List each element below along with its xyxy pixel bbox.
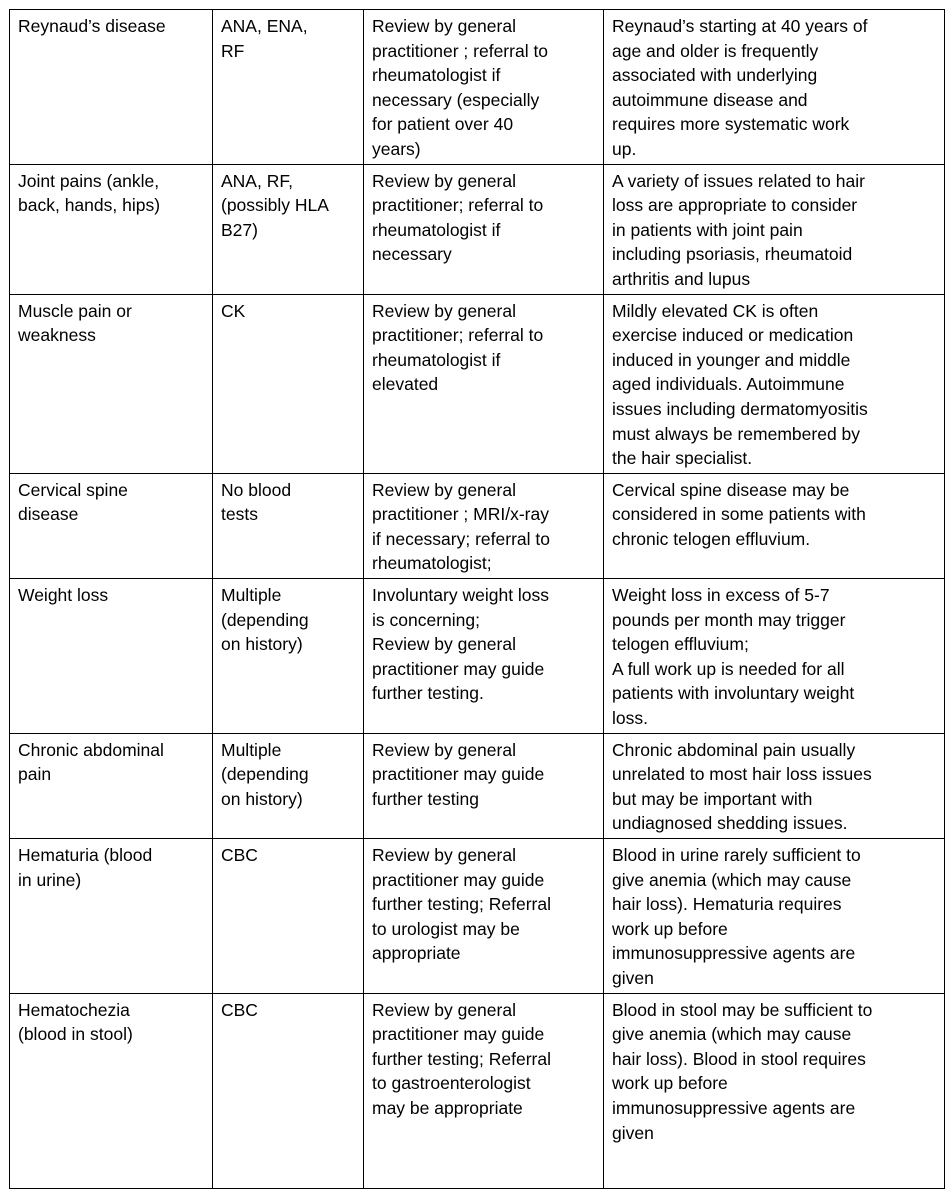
cell-text-line: immunosuppressive agents are	[612, 1097, 856, 1118]
cell-text-line: practitioner ; referral to	[372, 40, 549, 61]
cell-text-line: disease	[18, 504, 79, 525]
table-row	[10, 993, 945, 1188]
cell-text-line: must always be remembered by	[612, 423, 861, 444]
cell-text-line: B27)	[221, 219, 258, 240]
blood-tests-cell	[213, 993, 364, 1188]
cell-text-line: No blood	[221, 479, 292, 500]
cell-text-line: Reynaud’s disease	[18, 16, 166, 36]
comment-cell	[604, 164, 945, 294]
recommendation-cell	[364, 579, 604, 734]
table-row	[10, 473, 945, 578]
cell-text-line: rheumatologist;	[372, 553, 492, 574]
blood-tests-cell	[213, 294, 364, 473]
cell-text-line: practitioner may guide	[372, 1024, 545, 1045]
cell-text-line: considered in some patients with	[612, 504, 866, 525]
table-row	[10, 164, 945, 294]
cell-text-line: aged individuals. Autoimmune	[612, 374, 845, 395]
blood-tests-cell	[213, 579, 364, 734]
cell-text-line: chronic telogen effluvium.	[612, 528, 811, 549]
cell-text-line: Review by general	[372, 739, 516, 760]
cell-text-line: give anemia (which may cause	[612, 869, 852, 890]
cell-text-line: Multiple	[221, 585, 282, 606]
cell-text-line: Review by general	[372, 300, 516, 321]
cell-text-line: autoimmune disease and	[612, 89, 808, 110]
cell-text-line: in urine)	[18, 869, 82, 890]
cell-text-line: unrelated to most hair loss issues	[612, 764, 872, 785]
cell-text-line: is concerning;	[372, 609, 480, 630]
document-table	[9, 9, 945, 1189]
cell-text-line: on history)	[221, 634, 303, 655]
table-row	[10, 579, 945, 734]
cell-text-line: work up before	[612, 1073, 728, 1094]
cell-text-line: Joint pains (ankle,	[18, 170, 160, 191]
condition-cell	[10, 10, 213, 165]
blood-tests-cell	[213, 839, 364, 994]
table-row	[10, 294, 945, 473]
cell-text-line: CBC	[221, 999, 258, 1020]
cell-text-line: weakness	[18, 325, 96, 346]
cell-text-line: immunosuppressive agents are	[612, 943, 856, 964]
cell-text-line: back, hands, hips)	[18, 195, 161, 216]
cell-text-line: the hair specialist.	[612, 448, 753, 469]
recommendation-cell	[364, 839, 604, 994]
cell-text-line: (blood in stool)	[18, 1024, 133, 1045]
cell-text-line: Weight loss in excess of 5-7	[612, 585, 830, 606]
cell-text-line: given	[612, 1122, 654, 1143]
cell-text-line: (depending	[221, 764, 309, 785]
recommendation-cell	[364, 10, 604, 165]
cell-text-line: practitioner may guide	[372, 869, 545, 890]
cell-text-line: Blood in urine rarely sufficient to	[612, 845, 861, 865]
blood-tests-cell	[213, 473, 364, 578]
cell-text-line: Involuntary weight loss	[372, 585, 550, 606]
cell-text-line: patients with involuntary weight	[612, 683, 855, 704]
recommendation-cell	[364, 294, 604, 473]
cell-text-line: Mildly elevated CK is often	[612, 300, 819, 321]
cell-text-line: Chronic abdominal pain usually	[612, 739, 856, 760]
cell-text-line: rheumatologist if	[372, 65, 501, 86]
cell-text-line: arthritis and lupus	[612, 268, 751, 289]
condition-cell	[10, 164, 213, 294]
cell-text-line: issues including dermatomyositis	[612, 398, 868, 419]
cell-text-line: practitioner may guide	[372, 658, 545, 679]
recommendation-cell	[364, 733, 604, 838]
condition-cell	[10, 579, 213, 734]
cell-text-line: practitioner; referral to	[372, 325, 544, 346]
condition-cell	[10, 733, 213, 838]
cell-text-line: Hematuria (blood	[18, 845, 153, 865]
cell-text-line: practitioner; referral to	[372, 195, 544, 216]
cell-text-line: appropriate	[372, 943, 461, 964]
cell-text-line: Review by general	[372, 170, 516, 191]
cell-text-line: work up before	[612, 918, 728, 939]
condition-cell	[10, 294, 213, 473]
cell-text-line: to urologist may be	[372, 918, 520, 939]
cell-text-line: pain	[18, 764, 52, 785]
cell-text-line: requires more systematic work	[612, 114, 850, 135]
cell-text-line: associated with underlying	[612, 65, 818, 86]
cell-text-line: on history)	[221, 788, 303, 809]
cell-text-line: Chronic abdominal	[18, 739, 164, 760]
comment-cell	[604, 10, 945, 165]
blood-tests-cell	[213, 164, 364, 294]
cell-text-line: give anemia (which may cause	[612, 1024, 852, 1045]
cell-text-line: necessary (especially	[372, 89, 540, 110]
cell-text-line: CK	[221, 300, 246, 321]
comment-cell	[604, 733, 945, 838]
cell-text-line: Multiple	[221, 739, 282, 760]
cell-text-line: rheumatologist if	[372, 219, 501, 240]
cell-text-line: given	[612, 967, 654, 988]
table-row	[10, 733, 945, 838]
cell-text-line: loss.	[612, 708, 648, 729]
cell-text-line: Hematochezia	[18, 999, 130, 1020]
cell-text-line: Review by general	[372, 845, 516, 865]
cell-text-line: ANA, RF,	[221, 170, 293, 191]
recommendation-cell	[364, 473, 604, 578]
cell-text-line: pounds per month may trigger	[612, 609, 846, 630]
cell-text-line: Blood in stool may be sufficient to	[612, 999, 873, 1020]
cell-text-line: Cervical spine disease may be	[612, 479, 850, 500]
cell-text-line: (possibly HLA	[221, 195, 329, 216]
cell-text-line: A full work up is needed for all	[612, 658, 845, 679]
cell-text-line: necessary	[372, 244, 452, 265]
comment-cell	[604, 473, 945, 578]
recommendation-cell	[364, 993, 604, 1188]
cell-text-line: Cervical spine	[18, 479, 128, 500]
table-body	[10, 10, 945, 1189]
cell-text-line: practitioner ; MRI/x-ray	[372, 504, 549, 525]
cell-text-line: in patients with joint pain	[612, 219, 803, 240]
cell-text-line: exercise induced or medication	[612, 325, 854, 346]
comment-cell	[604, 294, 945, 473]
cell-text-line: if necessary; referral to	[372, 528, 550, 549]
cell-text-line: up.	[612, 138, 637, 159]
cell-text-line: further testing.	[372, 683, 484, 704]
cell-text-line: elevated	[372, 374, 439, 395]
comment-cell	[604, 993, 945, 1188]
cell-text-line: (depending	[221, 609, 309, 630]
cell-text-line: further testing	[372, 788, 479, 809]
cell-text-line: hair loss). Blood in stool requires	[612, 1048, 866, 1069]
condition-cell	[10, 839, 213, 994]
cell-text-line: Weight loss	[18, 585, 109, 606]
cell-text-line: Review by general	[372, 479, 516, 500]
cell-text-line: practitioner may guide	[372, 764, 545, 785]
table-row	[10, 839, 945, 994]
cell-text-line: CBC	[221, 845, 258, 865]
cell-text-line: further testing; Referral	[372, 894, 551, 915]
blood-tests-cell	[213, 733, 364, 838]
cell-text-line: tests	[221, 504, 258, 525]
cell-text-line: Review by general	[372, 16, 516, 36]
cell-text-line: hair loss). Hematuria requires	[612, 894, 842, 915]
comment-cell	[604, 839, 945, 994]
cell-text-line: ANA, ENA,	[221, 16, 308, 36]
cell-text-line: telogen effluvium;	[612, 634, 749, 655]
table-row	[10, 10, 945, 165]
cell-text-line: Reynaud’s starting at 40 years of	[612, 16, 868, 36]
cell-text-line: Review by general	[372, 634, 516, 655]
cell-text-line: including psoriasis, rheumatoid	[612, 244, 853, 265]
condition-cell	[10, 993, 213, 1188]
cell-text-line: Review by general	[372, 999, 516, 1020]
cell-text-line: loss are appropriate to consider	[612, 195, 858, 216]
cell-text-line: for patient over 40	[372, 114, 514, 135]
cell-text-line: induced in younger and middle	[612, 349, 851, 370]
cell-text-line: rheumatologist if	[372, 349, 501, 370]
cell-text-line: undiagnosed shedding issues.	[612, 813, 848, 834]
condition-cell	[10, 473, 213, 578]
cell-text-line: A variety of issues related to hair	[612, 170, 865, 191]
cell-text-line: years)	[372, 138, 421, 159]
recommendation-cell	[364, 164, 604, 294]
cell-text-line: but may be important with	[612, 788, 813, 809]
cell-text-line: age and older is frequently	[612, 40, 819, 61]
cell-text-line: RF	[221, 40, 245, 61]
cell-text-line: to gastroenterologist	[372, 1073, 531, 1094]
comment-cell	[604, 579, 945, 734]
blood-tests-cell	[213, 10, 364, 165]
cell-text-line: further testing; Referral	[372, 1048, 551, 1069]
cell-text-line: may be appropriate	[372, 1097, 523, 1118]
cell-text-line: Muscle pain or	[18, 300, 132, 321]
